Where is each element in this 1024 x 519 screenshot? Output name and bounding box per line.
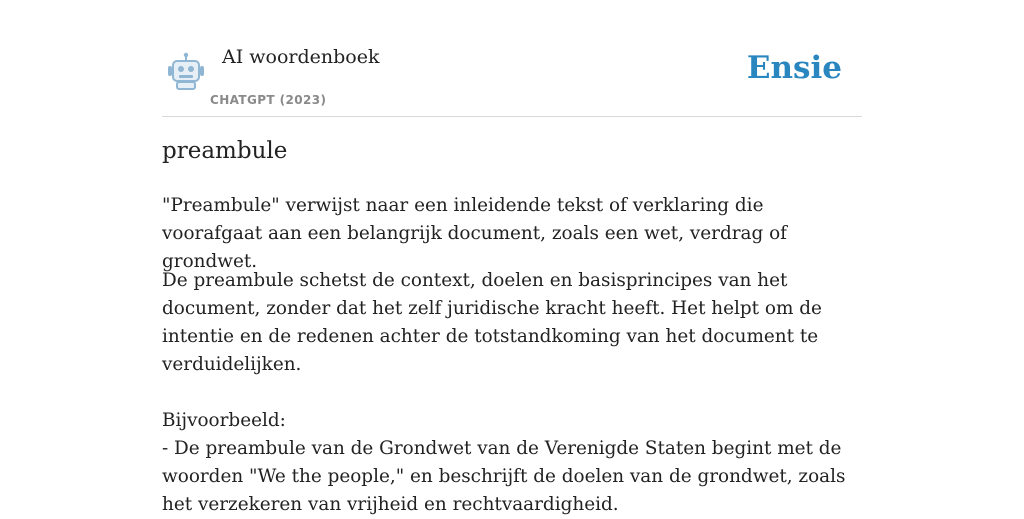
entry-term: preambule [162, 138, 288, 164]
dictionary-title[interactable]: AI woordenboek [222, 46, 380, 68]
definition-paragraph: "Preambule" verwijst naar een inleidende tekst of verklaring die voorafgaat aan een belangrijk document, zoals een wet, verdrag of grondwet. [162, 195, 787, 272]
page-content [162, 0, 862, 515]
ensie-logo-link[interactable]: Ensie [746, 50, 842, 86]
robot-icon [166, 52, 206, 90]
explanation-paragraph: De preambule schetst de context, doelen en basisprincipes van het document, zonder dat het zelf juridische kracht heeft. Het helpt om de intentie en de redenen achter de totstandkoming van het document te verduidelijken. Bijvoorbeeld: - De preambule van de Grondwet van de Verenigde Staten begint met de woorden "We the people," en beschrijft de doelen van de grondwet, zoals het verzekeren van vrijheid en rechtvaardigheid. [162, 270, 846, 515]
dictionary-header [162, 0, 862, 117]
source-label: CHATGPT (2023) [210, 93, 327, 107]
